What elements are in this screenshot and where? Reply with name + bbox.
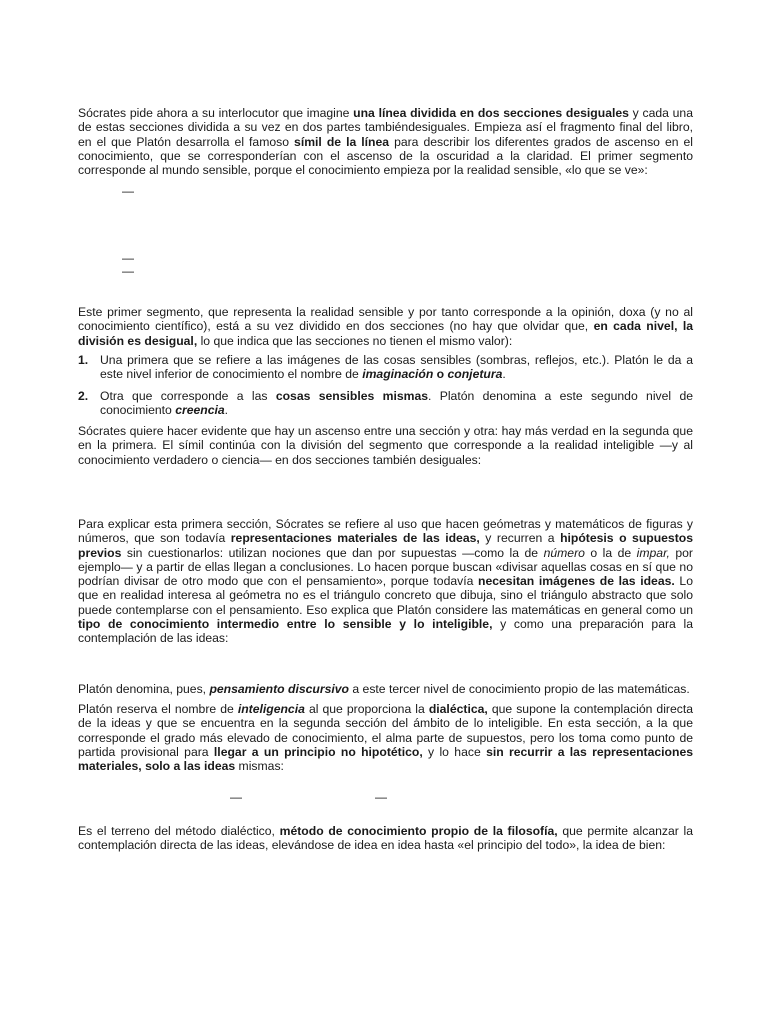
text-span: Lo que en realidad interesa al geómetra no es el triángulo concreto que dibuja, sino el triángulo abstracto que solo puede contemplarse con el pensamiento. Eso explica que Platón considere las matemáticas en general como un [78,574,693,617]
text-span: . Platón denomina a este segundo nivel de conocimiento [100,389,694,418]
text-span: Platón denomina, pues, [78,682,210,696]
text-span: y lo hace [422,744,487,759]
bold-span: método de conocimiento propio de la filosofía, [279,824,558,838]
bold-span: símil de la línea [294,134,390,149]
paragraph-intelligible [78,424,693,467]
paragraph-first-segment [78,305,693,348]
italic-span: número [543,545,585,560]
bold-italic-span: conjetura [447,367,503,382]
text-span: Es el terreno del método dialéctico, [78,824,280,838]
text-span: Sócrates quiere hacer evidente que hay un ascenso entre una sección y otra: hay más verdad en la segunda que en la primera. El símil continúa con la división del segmento que corresponde a la realidad inteligible —y al conocimiento verdadero o ciencia— en dos secciones también desiguales: [78,424,693,467]
list-number: 1. [78,353,89,367]
list-item [78,353,693,382]
text-span: sin cuestionarlos: utilizan nociones que dan por supuestas —como la de [121,545,544,560]
quote-dash: — [122,251,134,265]
text-span: Otra que corresponde a las [100,389,276,403]
text-span: . [224,403,229,418]
bold-span: tipo de conocimiento intermedio entre lo sensible y lo inteligible, [78,617,493,632]
bold-span: una línea dividida en dos secciones desiguales [353,106,629,120]
quote-dash: — [122,264,134,278]
text-span: o la de [584,545,637,560]
bold-span: o [433,367,448,382]
list-number: 2. [78,389,89,403]
list-item-text [100,389,693,418]
text-span: que permite alcanzar la contemplación directa de las ideas, elevándose de idea en idea hasta «el principio del todo», la idea de bien: [78,824,693,853]
text-span: lo que indica que las secciones no tienen el mismo valor): [197,333,513,348]
bold-italic-span: pensamiento discursivo [209,682,349,696]
paragraph-mathematics [78,517,693,646]
text-span: Este primer segmento, que representa la realidad sensible y por tanto corresponde a la opinión, doxa (y no al conocimiento científico), está a su vez dividido en dos secciones (no hay que olvidar que, [78,305,693,334]
paragraph-intro-line-simile [78,106,693,177]
text-span: que supone la contemplación directa de la ideas y que se encuentra en la segunda sección del ámbito de lo inteligible. En esta sección, a la que corresponde el grado más elevado de conocimiento, el alma parte de supuestos, pero los toma como punto de partida provisional para [78,702,694,759]
text-span: y cada una de estas secciones dividida a su vez en dos partes tambiéndesiguales. Empieza así el fragmento final del libro, en el que Platón desarrolla el famoso [78,106,693,149]
text-span: a este tercer nivel de conocimiento propio de las matemáticas. [348,682,690,696]
text-span: Platón reserva el nombre de [78,702,238,716]
bold-italic-span: imaginación [362,367,434,382]
bold-span: necesitan imágenes de las ideas. [478,574,675,589]
text-span: Para explicar esta primera sección, Sócrates se refiere al uso que hacen geómetras y matemáticos de figuras y números, que son todavía [78,517,693,546]
bold-span: dialéctica, [428,702,488,716]
text-span: mismas: [235,759,284,774]
text-span: Una primera que se refiere a las imágenes de las cosas sensibles (sombras, reflejos, etc.). Platón le da a este nivel inferior de conocimiento el nombre de [100,353,693,382]
bold-span: sin recurrir a las representaciones materiales, solo a las ideas [78,744,694,774]
bold-italic-span: inteligencia [237,702,305,716]
text-span: al que proporciona la [304,702,429,716]
paragraph-dialectical-method [78,824,693,853]
quote-dash: — [122,184,134,198]
text-span: para describir los diferentes grados de ascenso en el conocimiento, que se corresponderían con el ascenso de la oscuridad a la claridad. El primer segmento corresponde al mundo sensible, porque el conocimiento empieza por la realidad sensible, «lo que se ve»: [78,134,694,178]
bold-italic-span: creencia [175,403,225,418]
text-span: y como una preparación para la contemplación de las ideas: [78,617,693,646]
text-span: por ejemplo— y a partir de ellas llegan a conclusiones. Lo hacen porque buscan «divisar aquellas cosas en sí que no podrían divisar de otro modo que con el pensamiento», porque todavía [78,545,693,589]
bold-span: en cada nivel, la división es desigual, [78,319,694,348]
quote-dash: — [230,790,242,804]
paragraph-discursive-thought [78,682,693,696]
quote-dash: — [375,790,387,804]
bold-span: hipótesis o supuestos previos [78,531,693,560]
text-span: y recurren a [479,531,561,546]
text-span: Sócrates pide ahora a su interlocutor que imagine [78,106,354,120]
list-item [78,389,693,418]
bold-span: llegar a un principio no hipotético, [213,744,423,759]
italic-span: impar, [636,545,670,560]
bold-span: cosas sensibles mismas [275,389,428,403]
text-span: . [502,367,506,382]
list-item-text [100,353,693,382]
bold-span: representaciones materiales de las ideas, [230,531,480,546]
paragraph-dialectic [78,702,693,773]
